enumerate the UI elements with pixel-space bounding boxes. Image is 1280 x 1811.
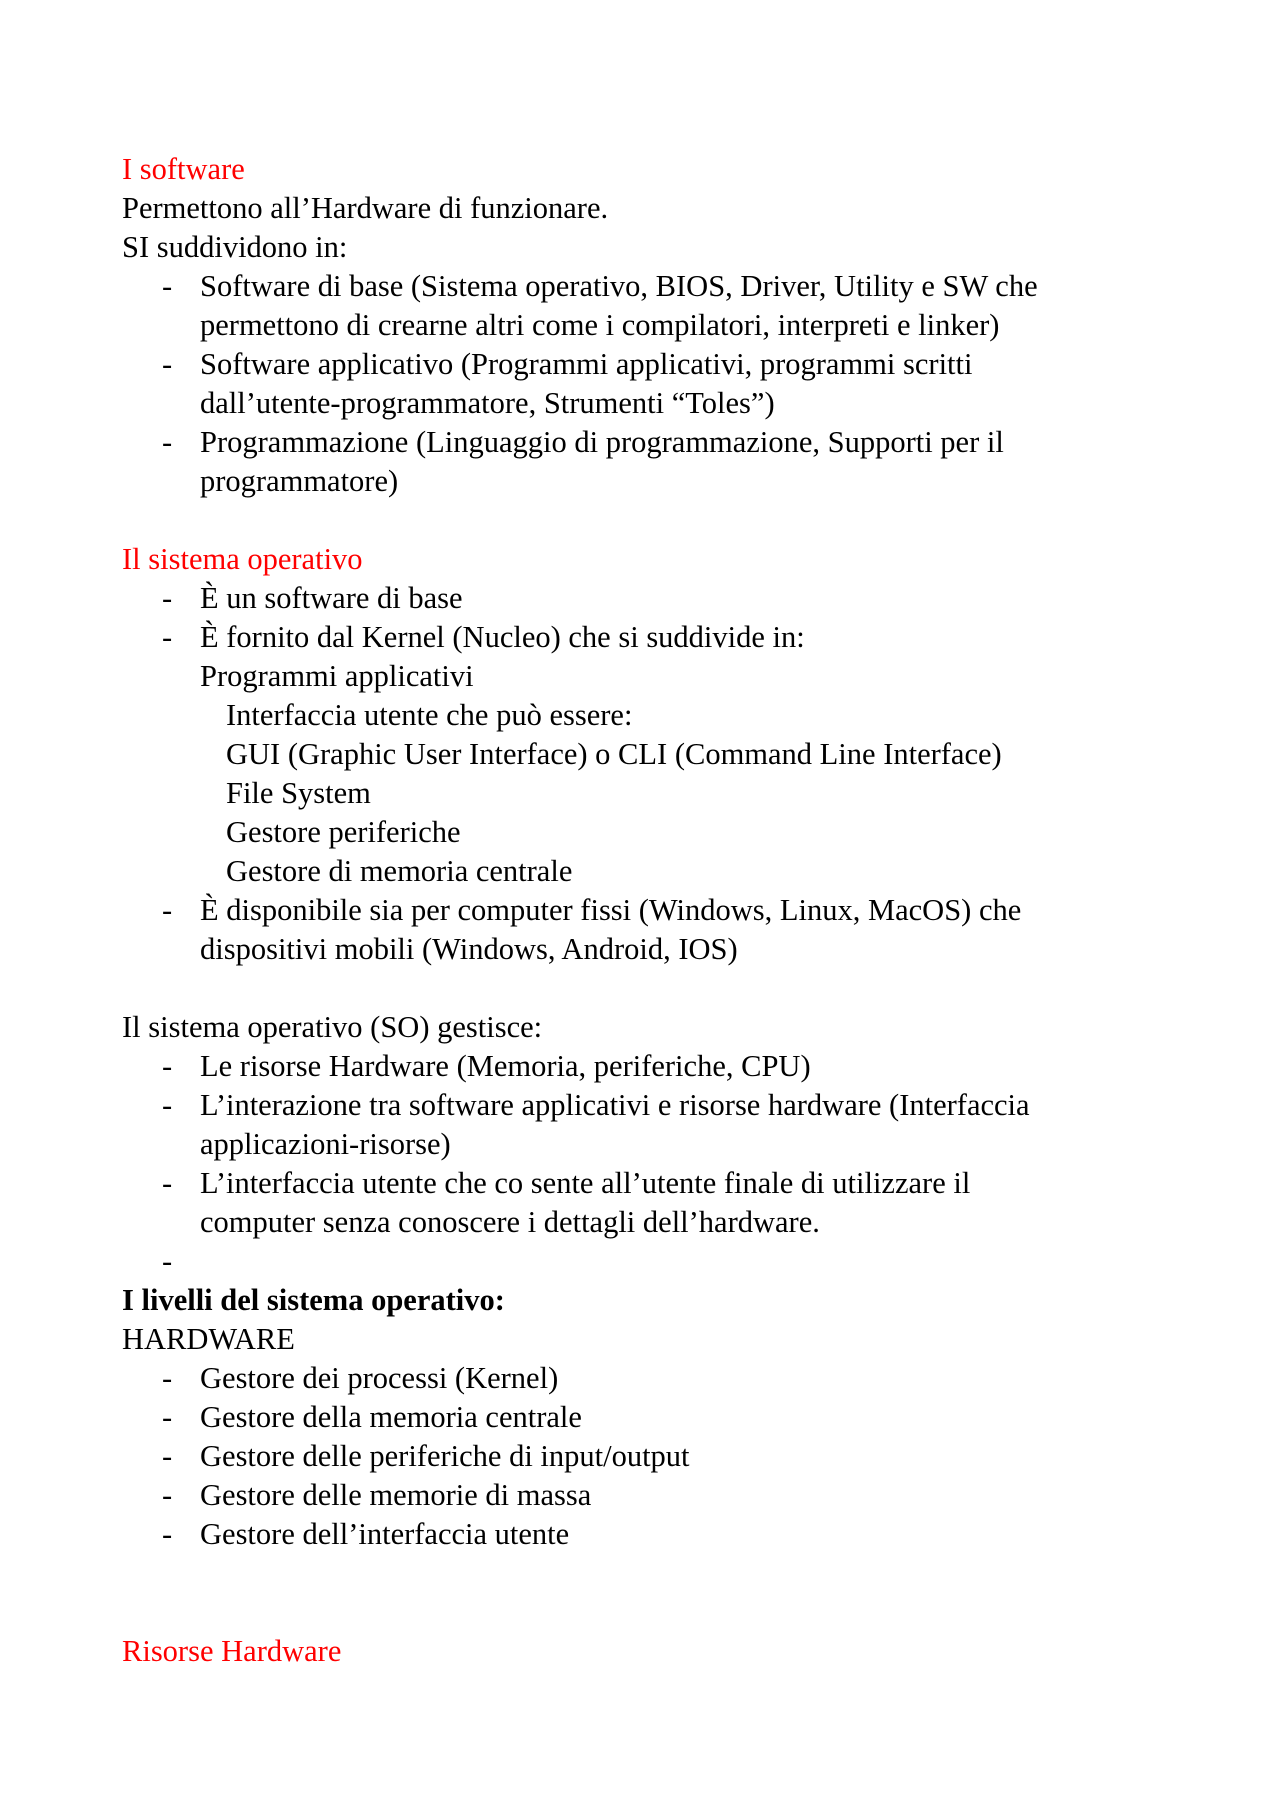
dash-bullet: -: [162, 1166, 173, 1200]
spacer: [122, 969, 1170, 1008]
list-item-text: L’interazione tra software applicativi e risorse hardware (Interfaccia: [200, 1088, 1030, 1122]
list-item-text: Software di base (Sistema operativo, BIOS, Driver, Utility e SW che: [200, 269, 1038, 303]
list-item: [122, 1359, 1170, 1398]
os-list: [122, 579, 1170, 657]
levels-heading: I livelli del sistema operativo:: [122, 1283, 505, 1317]
list-item-text: [200, 1242, 1170, 1281]
software-intro: Permettono all’Hardware di funzionare.: [122, 191, 609, 225]
list-item: [122, 891, 1170, 969]
list-item: [122, 579, 1170, 618]
software-subdivide-label: SI suddividono in:: [122, 230, 348, 264]
list-item: [122, 1515, 1170, 1554]
kernel-part-programs: Programmi applicativi: [200, 659, 474, 693]
os-heading: Il sistema operativo: [122, 542, 363, 576]
dash-bullet: -: [162, 425, 173, 459]
list-item: [122, 618, 1170, 657]
dash-bullet: -: [162, 893, 173, 927]
list-item-text: Gestore delle memorie di massa: [200, 1478, 592, 1512]
list-item: [122, 1086, 1170, 1164]
list-item: [122, 423, 1170, 501]
dash-bullet: -: [162, 1478, 173, 1512]
kernel-part-peripherals: Gestore periferiche: [226, 815, 461, 849]
list-item: [122, 1164, 1170, 1242]
dash-bullet: -: [162, 1400, 173, 1434]
dash-bullet: -: [162, 1088, 173, 1122]
list-item-empty: [122, 1242, 1170, 1281]
list-item-text: applicazioni-risorse): [200, 1127, 451, 1161]
spacer: [122, 501, 1170, 540]
list-item: [122, 267, 1170, 345]
list-item-text: dall’utente-programmatore, Strumenti “Toles”): [200, 386, 775, 420]
dash-bullet: -: [162, 1361, 173, 1395]
list-item-text: Software applicativo (Programmi applicativi, programmi scritti: [200, 347, 973, 381]
kernel-part-file-system: File System: [226, 776, 371, 810]
dash-bullet: -: [162, 1517, 173, 1551]
dash-bullet: -: [162, 1049, 173, 1083]
dash-bullet: -: [162, 269, 173, 303]
list-item-text: L’interfaccia utente che co sente all’utente finale di utilizzare il: [200, 1166, 971, 1200]
list-item-text: Gestore della memoria centrale: [200, 1400, 582, 1434]
kernel-part-interface: Interfaccia utente che può essere:: [226, 698, 633, 732]
dash-bullet: -: [162, 581, 173, 615]
list-item-text: È un software di base: [200, 581, 463, 615]
dash-bullet: -: [162, 1439, 173, 1473]
list-item: [122, 1047, 1170, 1086]
list-item: [122, 1398, 1170, 1437]
list-item: [122, 1437, 1170, 1476]
software-heading: I software: [122, 152, 245, 186]
list-item-text: Gestore dei processi (Kernel): [200, 1361, 559, 1395]
dash-bullet: -: [162, 620, 173, 654]
list-item-text: computer senza conoscere i dettagli dell’hardware.: [200, 1205, 820, 1239]
levels-list: [122, 1359, 1170, 1554]
spacer: [122, 1554, 1170, 1632]
list-item-text: Gestore dell’interfaccia utente: [200, 1517, 570, 1551]
list-item-text: È fornito dal Kernel (Nucleo) che si suddivide in:: [200, 620, 805, 654]
manages-list: [122, 1047, 1170, 1281]
manages-intro: Il sistema operativo (SO) gestisce:: [122, 1010, 543, 1044]
os-list-continued: [122, 891, 1170, 969]
kernel-part-memory: Gestore di memoria centrale: [226, 854, 573, 888]
list-item-text: Gestore delle periferiche di input/output: [200, 1439, 690, 1473]
levels-hardware: HARDWARE: [122, 1322, 295, 1356]
list-item-text: dispositivi mobili (Windows, Android, IOS): [200, 932, 738, 966]
list-item-text: permettono di crearne altri come i compilatori, interpreti e linker): [200, 308, 1000, 342]
list-item: [122, 345, 1170, 423]
list-item-text: È disponibile sia per computer fissi (Windows, Linux, MacOS) che: [200, 893, 1022, 927]
dash-bullet: -: [162, 1244, 173, 1278]
list-item-text: Le risorse Hardware (Memoria, periferiche, CPU): [200, 1049, 811, 1083]
list-item-text: Programmazione (Linguaggio di programmazione, Supporti per il: [200, 425, 1004, 459]
resources-heading: Risorse Hardware: [122, 1634, 342, 1668]
list-item-text: programmatore): [200, 464, 399, 498]
dash-bullet: -: [162, 347, 173, 381]
list-item: [122, 1476, 1170, 1515]
kernel-part-gui-cli: GUI (Graphic User Interface) o CLI (Command Line Interface): [226, 737, 1002, 771]
software-list: [122, 267, 1170, 501]
